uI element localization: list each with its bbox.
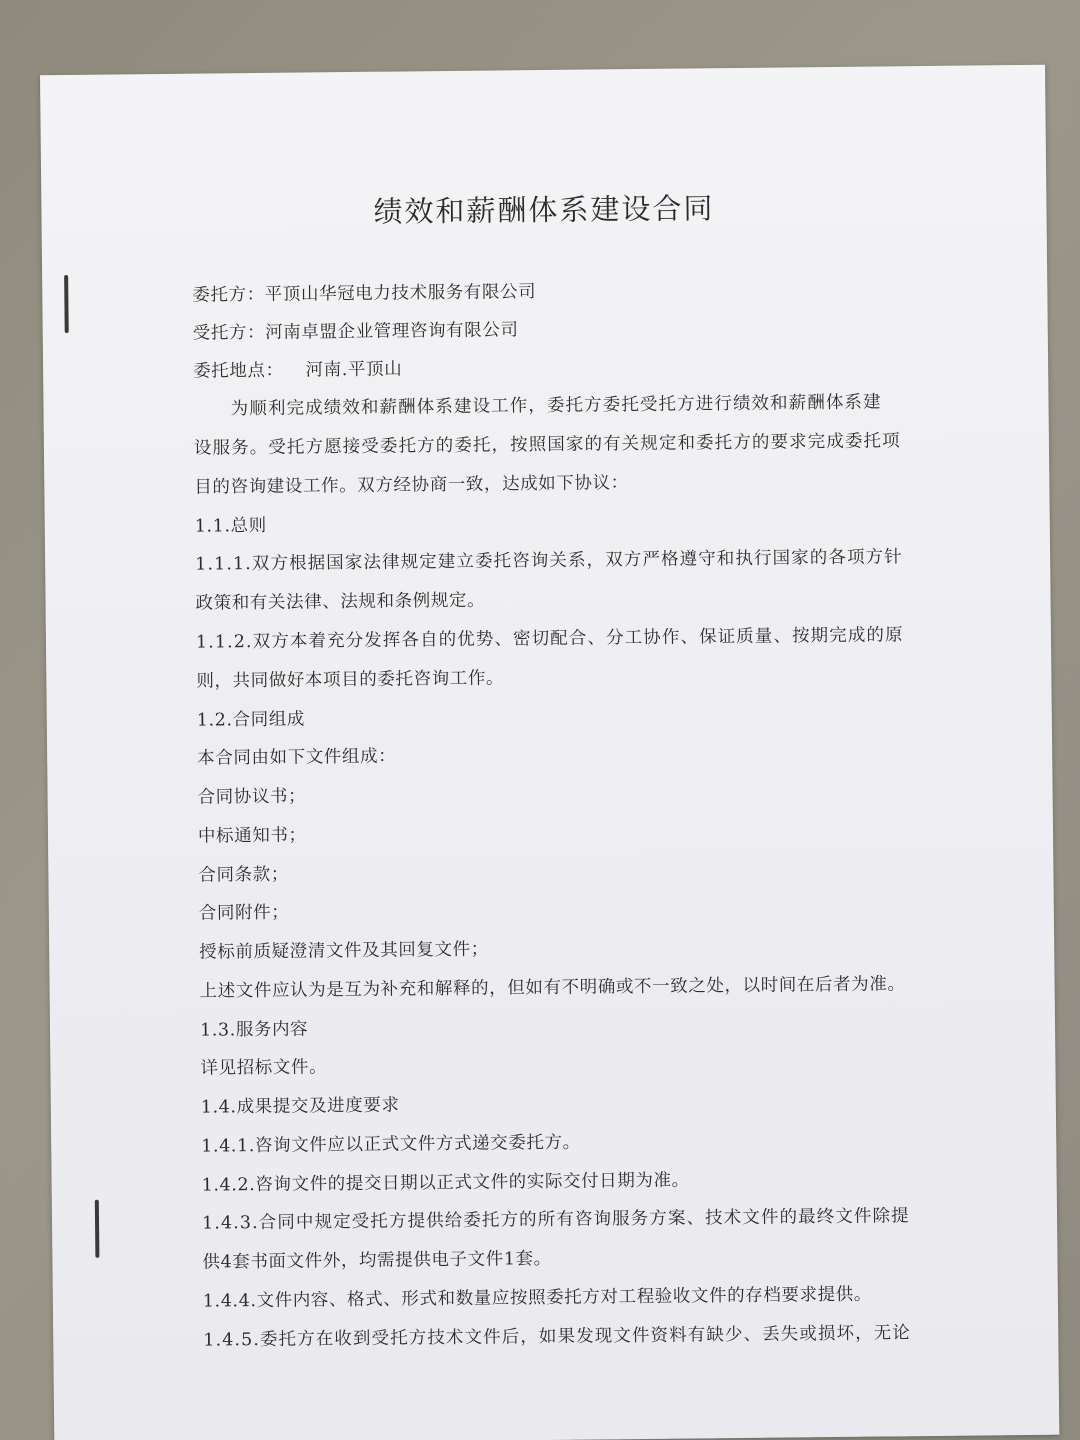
client-value: 平顶山华冠电力技术服务有限公司 — [264, 282, 537, 305]
client-line — [192, 278, 536, 307]
list-item: 合同条款； — [198, 864, 290, 886]
list-item: 合同附件； — [198, 902, 290, 924]
section-heading: 1.2.合同组成 — [196, 709, 306, 731]
body-line: 政策和有关法律、法规和条例规定。 — [195, 590, 486, 614]
body-line: 1.4.5.委托方在收到受托方技术文件后，如果发现文件资料有缺少、丢失或损坏，无论 — [203, 1323, 912, 1351]
body-line: 目的咨询建设工作。双方经协商一致，达成如下协议： — [194, 473, 629, 498]
body-line: 设服务。受托方愿接受委托方的委托，按照国家的有关规定和委托方的要求完成委托项 — [193, 431, 901, 459]
client-label: 委托方： — [192, 284, 265, 306]
body-line: 则，共同做好本项目的委托咨询工作。 — [196, 668, 505, 692]
body-line: 1.4.1.咨询文件应以正式文件方式递交委托方。 — [201, 1132, 581, 1157]
body-line: 本合同由如下文件组成： — [197, 746, 397, 769]
list-item: 合同协议书； — [197, 786, 307, 808]
staple-bottom — [95, 1200, 100, 1258]
section-heading: 1.4.成果提交及进度要求 — [200, 1095, 400, 1118]
contract-page — [40, 65, 1059, 1440]
body-line: 1.4.3.合同中规定受托方提供给委托方的所有咨询服务方案、技术文件的最终文件除提 — [201, 1206, 910, 1234]
document-title: 绩效和薪酬体系建设合同 — [373, 191, 715, 229]
list-item: 中标通知书； — [197, 825, 307, 847]
list-item: 授标前质疑澄清文件及其回复文件； — [199, 939, 489, 963]
section-heading: 1.3.服务内容 — [199, 1019, 309, 1041]
section-heading: 1.1.总则 — [194, 515, 267, 537]
staple-top — [64, 275, 69, 333]
contractor-line — [193, 316, 519, 344]
body-line: 1.1.1.双方根据国家法律规定建立委托咨询关系，双方严格遵守和执行国家的各项方针 — [195, 547, 903, 575]
contractor-label: 受托方： — [192, 322, 266, 344]
place-label: 委托地点： — [193, 360, 284, 382]
body-line: 上述文件应认为是互为补充和解释的，但如有不明确或不一致之处，以时间在后者为准。 — [199, 974, 906, 1002]
body-line: 1.4.2.咨询文件的提交日期以正式文件的实际交付日期为准。 — [201, 1170, 690, 1196]
place-value: 河南.平顶山 — [305, 359, 403, 381]
body-line: 供4套书面文件外，均需提供电子文件1套。 — [202, 1248, 552, 1273]
body-line: 1.4.4.文件内容、格式、形式和数量应按照委托方对工程验收文件的存档要求提供。 — [202, 1284, 873, 1312]
body-line: 1.1.2.双方本着充分发挥各自的优势、密切配合、分工协作、保证质量、按期完成的原 — [195, 625, 904, 653]
body-line: 详见招标文件。 — [200, 1057, 328, 1079]
body-line: 为顺利完成绩效和薪酬体系建设工作，委托方委托受托方进行绩效和薪酬体系建 — [193, 392, 882, 420]
place-line — [193, 355, 402, 382]
contractor-value: 河南卓盟企业管理咨询有限公司 — [265, 320, 519, 343]
